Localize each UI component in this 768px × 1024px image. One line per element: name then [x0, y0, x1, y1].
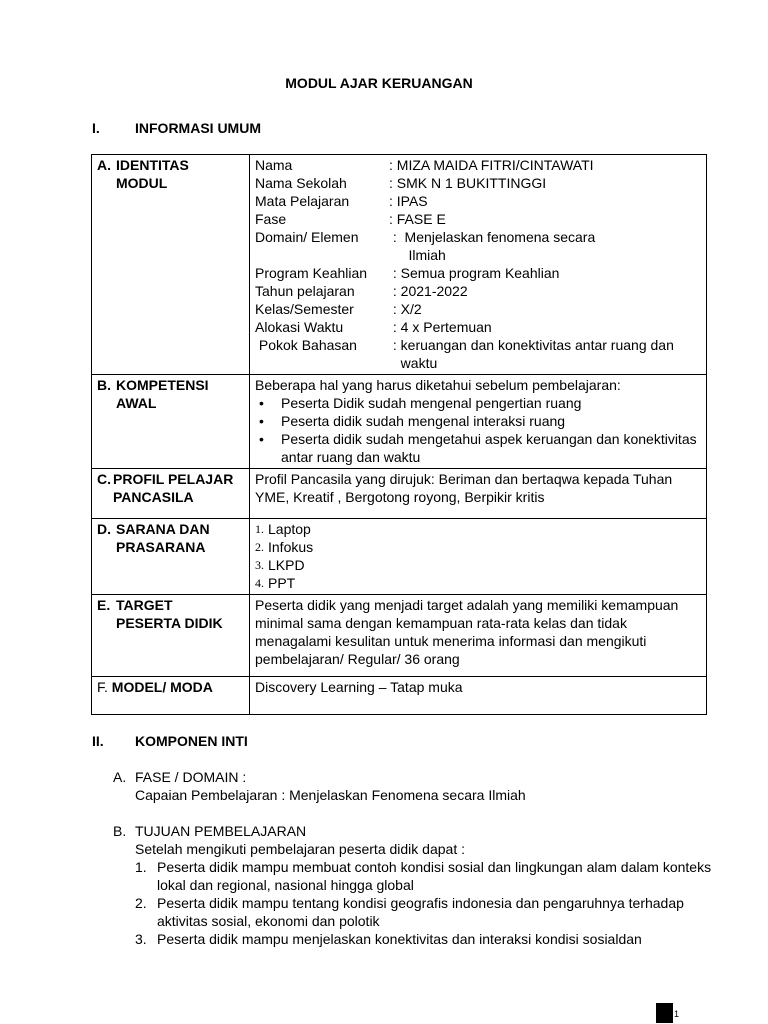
- row-letter: C.: [97, 471, 111, 487]
- row-letter: B.: [97, 377, 111, 393]
- table-row-kompetensi: [92, 375, 707, 469]
- bullet-icon: •: [259, 395, 264, 411]
- kv-row: Nama Sekolah : SMK N 1 BUKITTINGGI: [255, 175, 547, 191]
- fase-title: FASE / DOMAIN :: [135, 769, 247, 785]
- kompetensi-list: [255, 394, 702, 466]
- row-label: [92, 155, 250, 375]
- sarana-list: [255, 520, 702, 592]
- list-item: • Peserta Didik sudah mengenal pengertian ruang: [255, 394, 702, 412]
- sarana-details: [250, 519, 707, 595]
- row-letter: E.: [97, 597, 111, 613]
- document-title: MODUL AJAR KERUANGAN: [285, 75, 473, 91]
- list-item: 3. Peserta didik mampu menjelaskan konektivitas dan interaksi kondisi sosialdan: [135, 931, 642, 947]
- section-number: I.: [92, 120, 100, 136]
- list-item: • Peserta didik sudah mengetahui aspek keruangan dan konektivitas antar ruang dan waktu: [255, 430, 702, 466]
- row-letter: A.: [97, 157, 111, 173]
- kv-row: Tahun pelajaran : 2021-2022: [255, 283, 468, 299]
- section-number: II.: [92, 733, 104, 749]
- list-item: 1. Laptop: [255, 521, 311, 537]
- row-label-text: TARGET PESERTA DIDIK: [116, 597, 223, 631]
- bullet-icon: •: [259, 431, 264, 447]
- list-item: 1. Peserta didik mampu membuat contoh kondisi sosial dan lingkungan alam dalam konteks lokal dan regional, nasional hingga global: [135, 859, 712, 893]
- section-heading-informasi-umum: [92, 120, 261, 136]
- list-item: 2. Infokus: [255, 539, 314, 555]
- kv-row: Alokasi Waktu : 4 x Pertemuan: [255, 319, 492, 335]
- row-label: [92, 519, 250, 595]
- kv-row: Nama : MIZA MAIDA FITRI/CINTAWATI: [255, 157, 594, 173]
- identitas-details: [250, 155, 707, 375]
- table-row-identitas: [92, 155, 707, 375]
- row-label: [92, 469, 250, 519]
- kompetensi-intro: Beberapa hal yang harus diketahui sebelum pembelajaran:: [255, 377, 621, 393]
- page-marker-block: [656, 1003, 673, 1023]
- list-item: 4. PPT: [255, 575, 296, 591]
- bullet-icon: •: [259, 413, 264, 429]
- capaian-line: Capaian Pembelajaran : Menjelaskan Fenomena secara Ilmiah: [135, 787, 526, 803]
- list-item: 2. Peserta didik mampu tentang kondisi geografis indonesia dan pengaruhnya terhadap aktivitas sosial, ekonomi dan polotik: [135, 895, 684, 929]
- row-letter: F.: [97, 679, 108, 695]
- section-title: INFORMASI UMUM: [135, 120, 261, 136]
- kv-row: Fase : FASE E: [255, 211, 446, 227]
- row-label-text: MODEL/ MODA: [111, 679, 213, 695]
- table-row-sarana: [92, 519, 707, 595]
- section-title: KOMPONEN INTI: [135, 733, 248, 749]
- page-number: 1: [674, 1009, 680, 1019]
- table-row-model: [92, 677, 707, 715]
- tujuan-title: TUJUAN PEMBELAJARAN: [135, 823, 307, 839]
- item-letter: B.: [113, 823, 127, 839]
- row-label: [92, 595, 250, 677]
- target-details: Peserta didik yang menjadi target adalah yang memiliki kemampuan minimal sama dengan kemampuan rata-rata kelas dan tidak menagalami kesulitan untuk menerima informasi dan mengikuti pembelajaran/ Regular/ 36 orang: [250, 595, 707, 677]
- row-label: [92, 677, 250, 715]
- model-details: Discovery Learning – Tatap muka: [250, 677, 707, 715]
- row-label-text: PROFIL PELAJAR PANCASILA: [113, 471, 234, 505]
- tujuan-list: [113, 858, 713, 948]
- item-letter: A.: [113, 769, 127, 785]
- kv-row: Domain/ Elemen : Menjelaskan fenomena secara Ilmiah: [255, 229, 596, 263]
- row-label-text: KOMPETENSI AWAL: [116, 377, 209, 411]
- tujuan-intro: Setelah mengikuti pembelajaran peserta didik dapat :: [135, 841, 465, 857]
- kv-row: Program Keahlian : Semua program Keahlian: [255, 265, 560, 281]
- kompetensi-details: [250, 375, 707, 469]
- list-item: 3. LKPD: [255, 557, 305, 573]
- kv-row: Pokok Bahasan : keruangan dan konektivitas antar ruang dan waktu: [255, 337, 674, 371]
- fase-domain-block: [113, 768, 526, 804]
- kv-row: Kelas/Semester : X/2: [255, 301, 422, 317]
- info-table: [91, 154, 707, 715]
- profil-details: Profil Pancasila yang dirujuk: Beriman dan bertaqwa kepada Tuhan YME, Kreatif , Bergotong royong, Berpikir kritis: [250, 469, 707, 519]
- kv-row: Mata Pelajaran : IPAS: [255, 193, 428, 209]
- row-label-text: IDENTITAS MODUL: [116, 157, 189, 191]
- row-label-text: SARANA DAN PRASARANA: [116, 521, 210, 555]
- tujuan-block: [113, 822, 713, 948]
- row-letter: D.: [97, 521, 111, 537]
- table-row-target: [92, 595, 707, 677]
- list-item: • Peserta didik sudah mengenal interaksi ruang: [255, 412, 702, 430]
- section-heading-komponen-inti: [92, 733, 248, 749]
- table-row-profil: [92, 469, 707, 519]
- row-label: [92, 375, 250, 469]
